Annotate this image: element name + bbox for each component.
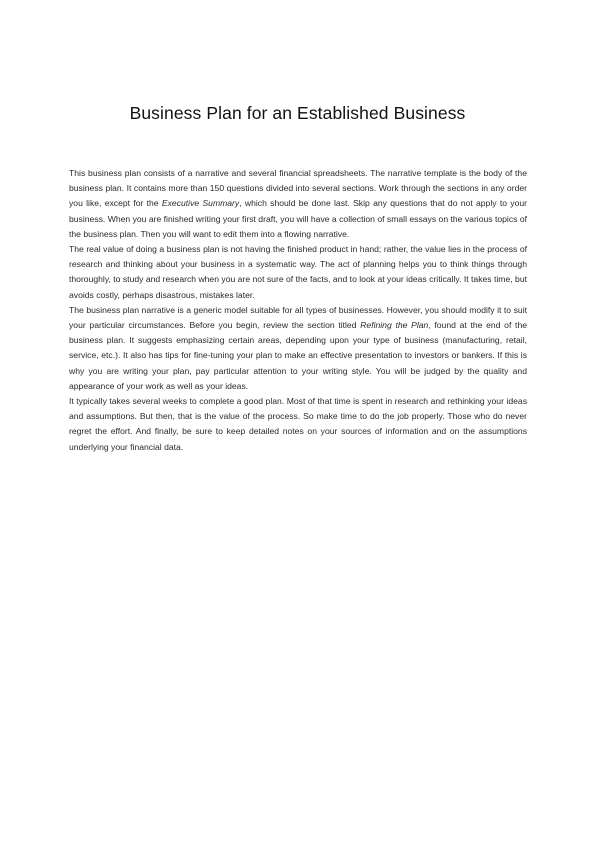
paragraph-3-text-b: , found at the end of the business plan. It suggests emphasizing certain areas, depending upon your type of business (manufacturing, retail, service, etc.). It also has tips for fine-tuning your plan to make an effective presentation to investors or bankers. If this is why you are writing your plan, pay particular attention to your writing style. You will be judged by the quality and appearance of your work as well as your ideas.: [69, 320, 527, 391]
paragraph-3: [69, 303, 527, 394]
paragraph-4: It typically takes several weeks to complete a good plan. Most of that time is spent in research and rethinking your ideas and assumptions. But then, that is the value of the process. So make time to do the job properly. Those who do never regret the effort. And finally, be sure to keep detailed notes on your sources of information and on the assumptions underlying your financial data.: [69, 396, 527, 452]
paragraph-1-emphasis: Executive Summary: [161, 198, 240, 209]
paragraph-2: The real value of doing a business plan is not having the finished product in hand; rather, the value lies in the process of research and thinking about your business in a systematic way. The act of planning helps you to think things through thoroughly, to study and research when you are not sure of the facts, and to look at your ideas critically. It takes time, but avoids costly, perhaps disastrous, mistakes later.: [69, 244, 527, 300]
paragraph-1: [69, 166, 527, 242]
paragraph-1-text-a: This business plan consists of a narrative and several financial spreadsheets. The narrative template is the body of the business plan. It contains more than 150 questions divided into several sections. Work through the sections in any order you like, except for the: [69, 168, 527, 209]
paragraph-1-text-b: , which should be done last. Skip any questions that do not apply to your business. When you are finished writing your first draft, you will have a collection of small essays on the various topics of the business plan. Then you will want to edit them into a flowing narrative.: [69, 198, 528, 239]
paragraph-3-text-a: The business plan narrative is a generic model suitable for all types of businesses. However, you should modify it to suit your particular circumstances. Before you begin, review the section titled: [69, 304, 527, 331]
document-body: [69, 166, 527, 455]
document-title: Business Plan for an Established Business: [129, 103, 466, 123]
paragraph-3-emphasis: Refining the Plan: [360, 320, 429, 331]
